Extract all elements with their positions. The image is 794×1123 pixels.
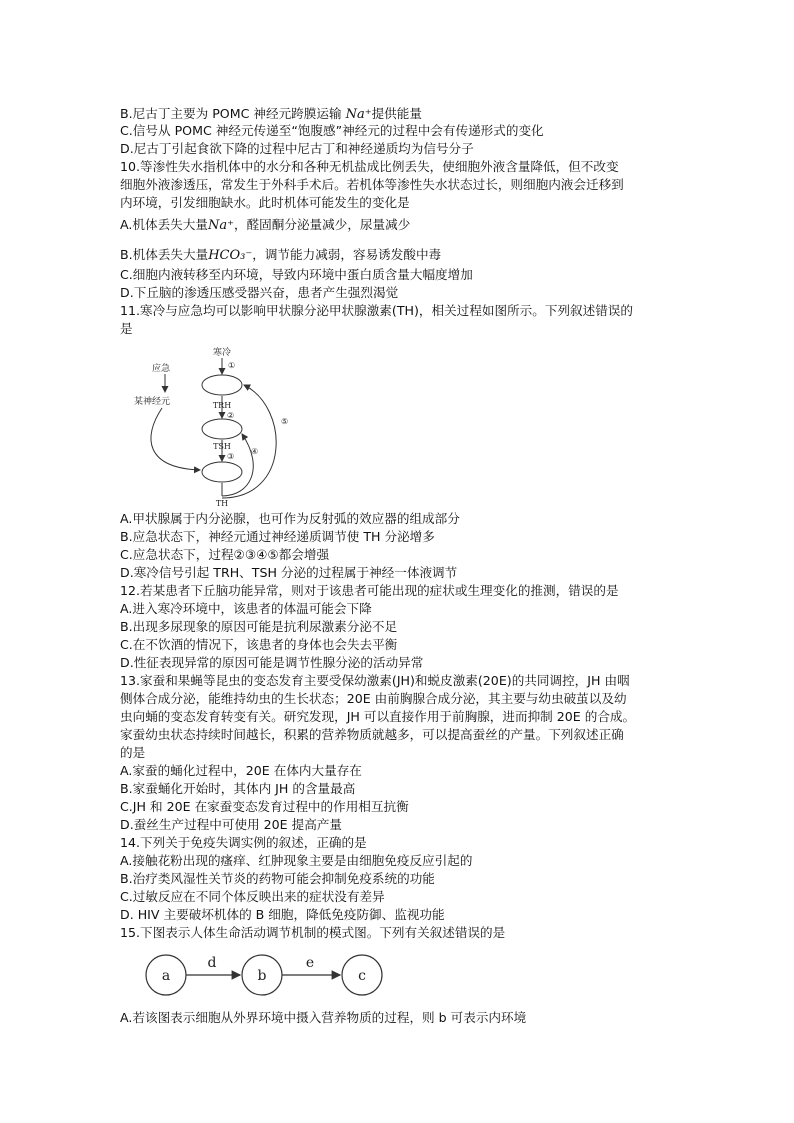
label-cold: 寒冷 — [212, 348, 232, 358]
option-12a: A.进入寒冷环境中，该患者的体温可能会下降 — [120, 601, 372, 616]
option-13b: B.家蚕蛹化开始时，其体内 JH 的含量最高 — [120, 781, 356, 796]
option-12c: C.在不饮酒的情况下，该患者的身体也会失去平衡 — [120, 637, 398, 652]
hypothalamus-node — [202, 375, 242, 395]
option-14a: A.接触花粉出现的瘙痒、红肿现象主要是由细胞免疫反应引起的 — [120, 853, 473, 868]
question-10-stem: 细胞外液渗透压，常发生于外科手术后。若机体等渗性失水状态过长，则细胞内液会迁移到 — [120, 177, 624, 192]
option-12d: D.性征表现异常的原因可能是调节性腺分泌的活动异常 — [120, 655, 424, 670]
option-11c: C.应急状态下，过程②③④⑤都会增强 — [120, 547, 330, 562]
option-14b: B.治疗类风湿性关节炎的药物可能会抑制免疫系统的功能 — [120, 871, 435, 886]
question-12-stem: 12.若某患者下丘脑功能异常，则对于该患者可能出现的症状或生理变化的推测，错误的是 — [120, 583, 619, 598]
question-15-stem: 15.下图表示人体生命活动调节机制的模式图。下列有关叙述错误的是 — [120, 925, 506, 940]
option-11d: D.寒冷信号引起 TRH、TSH 分泌的过程属于神经一体液调节 — [120, 565, 458, 580]
option-14d: D. HIV 主要破坏机体的 B 细胞，降低免疫防御、监视功能 — [120, 907, 445, 922]
option-15a: A.若该图表示细胞从外界环境中摄入营养物质的过程，则 b 可表示内环境 — [120, 1010, 527, 1025]
label-c: c — [358, 968, 366, 984]
thyroid-node — [202, 462, 242, 482]
question-13-stem: 侧体合成分泌，能维持幼虫的生长状态；20E 由前胸腺合成分泌，其主要与幼虫破茧以及幼 — [120, 691, 627, 706]
chem-formula: HCO₃⁻ — [208, 248, 253, 263]
label-a: a — [161, 968, 171, 984]
option-10c: C.细胞内液转移至内环境，导致内环境中蛋白质含量大幅度增加 — [120, 267, 473, 282]
question-13-stem: 的是 — [120, 745, 146, 760]
option-10a — [120, 216, 410, 234]
question-11-stem: 是 — [120, 321, 133, 336]
option-11b: B.应急状态下，神经元通过神经递质调节使 TH 分泌增多 — [120, 529, 435, 544]
label-th: TH — [215, 499, 229, 508]
label-e: e — [305, 955, 315, 971]
question-14-stem: 14.下列关于免疫失调实例的叙述，正确的是 — [120, 835, 367, 850]
question-10-stem: 内环境，引发细胞缺水。此时机体可能发生的变化是 — [120, 195, 410, 210]
label-stress: 应急 — [152, 364, 171, 374]
line-text: 提供能量 — [371, 106, 422, 121]
chem-formula: Na⁺ — [345, 107, 372, 122]
question-11-stem: 11.寒冷与应急均可以影响甲状腺分泌甲状腺激素(TH)，相关过程如图所示。下列叙述错误的 — [120, 303, 633, 318]
option-12b: B.出现多尿现象的原因可能是抗利尿激素分泌不足 — [120, 619, 398, 634]
option-13c: C.JH 和 20E 在家蚕变态发育过程中的作用相互抗衡 — [120, 799, 409, 814]
question-13-stem: 13.家蚕和果蝇等昆虫的变态发育主要受保幼激素(JH)和蜕皮激素(20E)的共同调控，JH 由咽 — [120, 673, 630, 688]
step-2: ② — [227, 411, 235, 420]
question-13-stem: 虫向蛹的变态发育转变有关。研究发现，JH 可以直接作用于前胸腺，进而抑制 20E 的合成。 — [120, 709, 636, 724]
label-trh: TRH — [212, 401, 232, 410]
step-3: ③ — [227, 452, 235, 461]
line-text: B.机体丢失大量 — [120, 247, 209, 262]
option-9d: D.尼古丁引起食欲下降的过程中尼古丁和神经递质均为信号分子 — [120, 141, 474, 156]
label-b: b — [257, 968, 267, 984]
option-9c: C.信号从 POMC 神经元传递至“饱腹感”神经元的过程中会有传递形式的变化 — [120, 123, 544, 138]
option-10d: D.下丘脑的渗透压感受器兴奋，患者产生强烈渴觉 — [120, 285, 399, 300]
abc-flow-diagram — [128, 950, 408, 1000]
line-text: A.机体丢失大量 — [120, 217, 208, 232]
option-11a: A.甲状腺属于内分泌腺，也可作为反射弧的效应器的组成部分 — [120, 511, 460, 526]
pituitary-node — [202, 419, 242, 439]
option-9b — [120, 105, 422, 123]
option-13a: A.家蚕的蛹化过程中，20E 在体内大量存在 — [120, 763, 362, 778]
option-13d: D.蚕丝生产过程中可使用 20E 提高产量 — [120, 817, 343, 832]
chem-formula: Na⁺ — [207, 218, 234, 233]
line-text: ，醛固酮分泌量减少，尿量减少 — [233, 217, 411, 232]
step-5: ⑤ — [281, 417, 289, 426]
line-text: B.尼古丁主要为 POMC 神经元跨膜运输 — [120, 106, 342, 121]
label-neuron: 某神经元 — [134, 397, 171, 407]
label-d: d — [207, 955, 217, 971]
step-1: ① — [228, 361, 236, 370]
question-13-stem: 家蚕幼虫状态持续时间越长，积累的营养物质就越多，可以提高蚕丝的产量。下列叙述正确 — [120, 727, 624, 742]
th-regulation-diagram — [134, 338, 300, 510]
label-tsh: TSH — [213, 442, 231, 451]
question-10-stem: 10.等渗性失水指机体中的水分和各种无机盐成比例丢失，使细胞外液含量降低，但不改变 — [120, 159, 619, 174]
arrow-neuron-thyroid — [151, 408, 200, 470]
option-10b — [120, 246, 441, 264]
step-4: ④ — [251, 447, 259, 456]
option-14c: C.过敏反应在不同个体反映出来的症状没有差异 — [120, 889, 385, 904]
line-text: ，调节能力减弱，容易诱发酸中毒 — [252, 247, 442, 262]
